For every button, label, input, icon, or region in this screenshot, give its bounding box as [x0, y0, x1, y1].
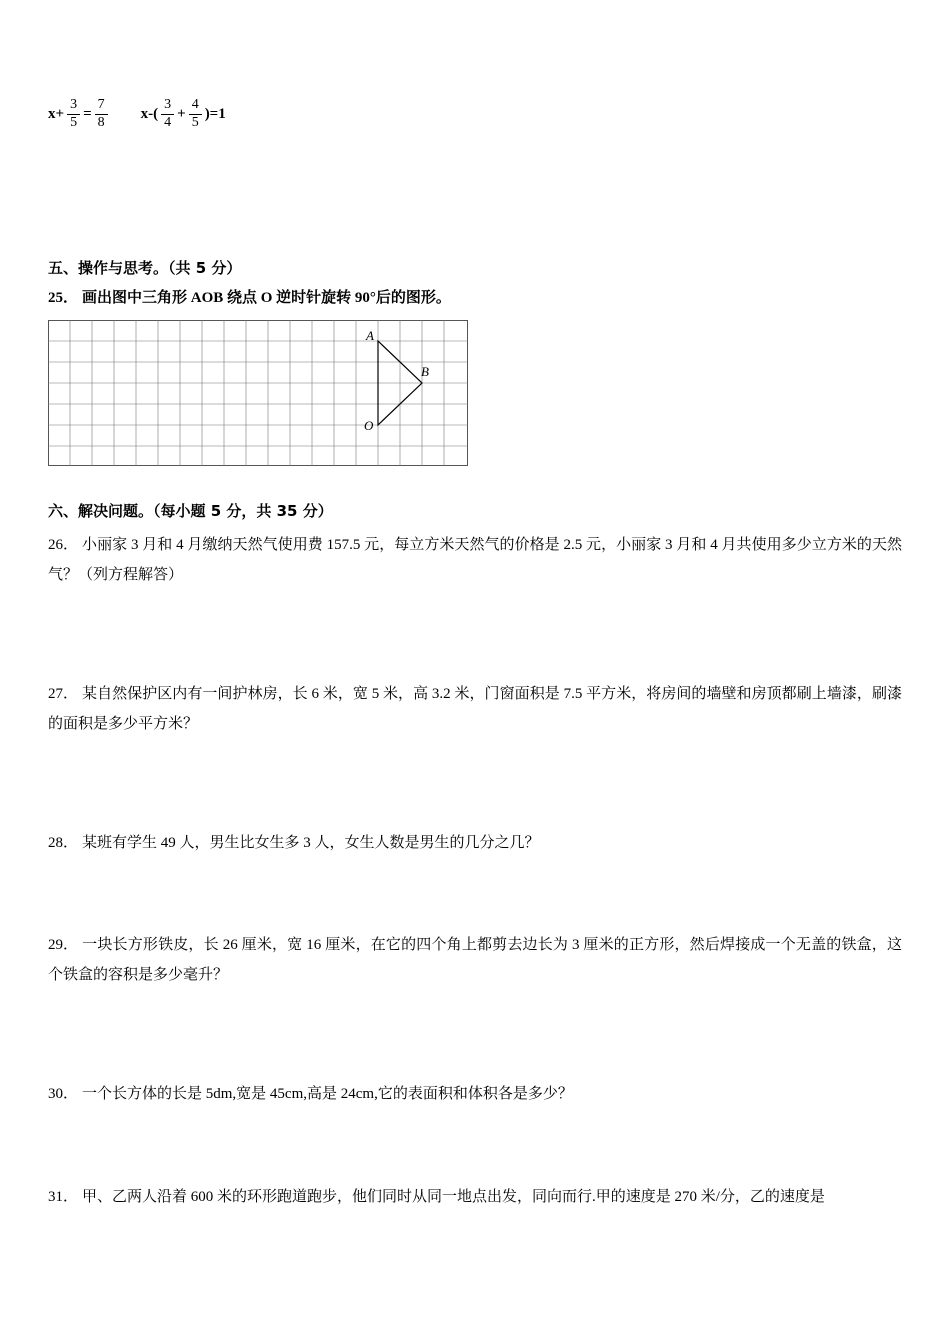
- equation-2: [141, 98, 226, 130]
- eq2-fraction-2: [189, 98, 202, 130]
- question-26: [48, 530, 902, 590]
- question-30-number: 30．: [48, 1086, 79, 1102]
- eq2-plus: +: [177, 105, 186, 122]
- question-27-text: 某自然保护区内有一间护林房，长 6 米，宽 5 米，高 3.2 米，门窗面积是 7.5 平方米，将房间的墙壁和房顶都刷上墙漆，刷漆的面积是多少平方米？: [48, 686, 902, 732]
- equation-row: [48, 98, 226, 130]
- question-25: [48, 283, 902, 313]
- vertex-label-b: B: [421, 364, 429, 379]
- question-27: [48, 679, 902, 739]
- eq1-right-numerator: 7: [95, 98, 108, 115]
- question-29-text: 一块长方形铁皮，长 26 厘米，宽 16 厘米，在它的四个角上都剪去边长为 3 厘米的正方形，然后焊接成一个无盖的铁盒，这个铁盒的容积是多少毫升？: [48, 937, 902, 983]
- eq2-prefix: x-(: [140, 105, 159, 122]
- eq2-f1-numerator: 3: [161, 98, 174, 115]
- eq2-f1-denominator: 4: [164, 114, 172, 130]
- eq2-suffix: )=1: [204, 105, 226, 122]
- eq1-fraction-right: [95, 98, 108, 130]
- question-28-text: 某班有学生 49 人，男生比女生多 3 人，女生人数是男生的几分之几？: [82, 835, 540, 851]
- question-31: [48, 1182, 902, 1212]
- eq2-f2-denominator: 5: [191, 114, 199, 130]
- eq1-equals: =: [83, 105, 92, 122]
- eq2-fraction-1: [161, 98, 174, 130]
- question-26-number: 26．: [48, 537, 79, 553]
- question-29-number: 29．: [48, 937, 79, 953]
- question-30: [48, 1079, 902, 1109]
- grid-svg: [48, 320, 482, 466]
- eq1-fraction-left: [67, 98, 80, 130]
- question-30-text: 一个长方体的长是 5dm,宽是 45cm,高是 24cm,它的表面积和体积各是多少？: [82, 1086, 573, 1102]
- question-25-number: 25．: [48, 290, 79, 306]
- question-27-number: 27．: [48, 686, 79, 702]
- eq2-f2-numerator: 4: [189, 98, 202, 115]
- eq1-lhs: x+: [48, 105, 65, 122]
- equation-1: [48, 98, 111, 130]
- section-heading-six: 六、解决问题。（每小题 5 分，共 35 分）: [48, 502, 333, 520]
- eq1-right-denominator: 8: [97, 114, 105, 130]
- question-31-text: 甲、乙两人沿着 600 米的环形跑道跑步，他们同时从同一地点出发，同向而行.甲的速度是 270 米/分，乙的速度是: [82, 1189, 825, 1205]
- rotation-grid-figure: [48, 320, 482, 466]
- vertex-label-a: A: [366, 328, 374, 343]
- question-29: [48, 930, 902, 990]
- question-28: [48, 828, 902, 858]
- question-25-text: 画出图中三角形 AOB 绕点 O 逆时针旋转 90°后的图形。: [82, 290, 451, 306]
- eq1-left-denominator: 5: [70, 114, 78, 130]
- vertex-label-o: O: [364, 418, 374, 433]
- question-31-number: 31．: [48, 1189, 79, 1205]
- eq1-left-numerator: 3: [67, 98, 80, 115]
- question-28-number: 28．: [48, 835, 79, 851]
- section-heading-five: 五、操作与思考。（共 5 分）: [48, 259, 242, 277]
- question-26-text: 小丽家 3 月和 4 月缴纳天然气使用费 157.5 元，每立方米天然气的价格是 2.5 元，小丽家 3 月和 4 月共使用多少立方米的天然气？（列方程解答）: [48, 537, 902, 583]
